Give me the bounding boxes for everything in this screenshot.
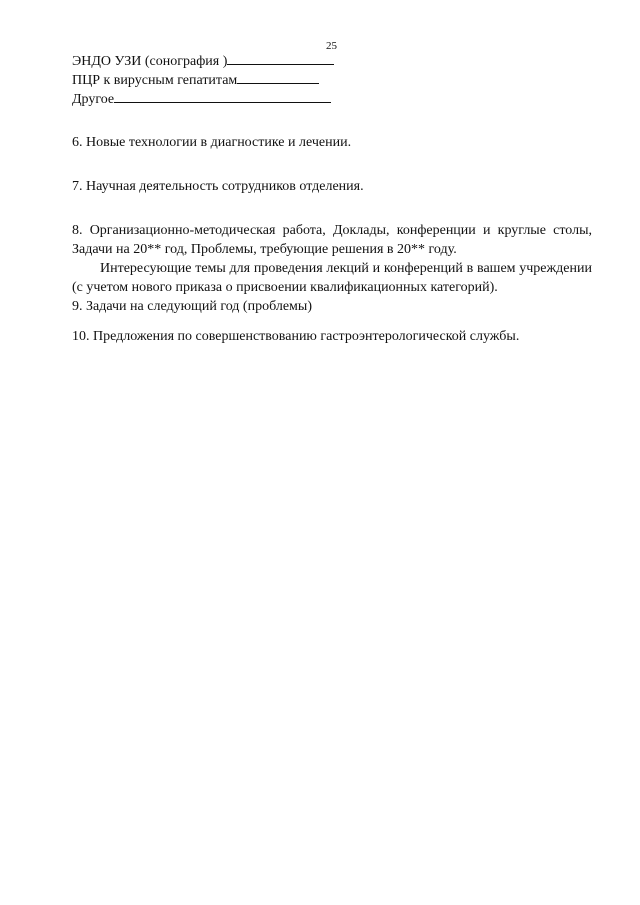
- item-label: ПЦР к вирусным гепатитам: [72, 73, 238, 88]
- document-body: [72, 52, 592, 346]
- section-9-next-year-tasks: 9. Задачи на следующий год (проблемы): [72, 299, 312, 314]
- section-8-organizational-work: 8. Организационно-методическая работа, Доклады, конференции и круглые столы, Задачи на 20** год, Проблемы, требующие решения в 20** году.: [72, 223, 592, 257]
- fill-in-blank[interactable]: [227, 52, 334, 65]
- section-10-proposals: 10. Предложения по совершенствованию гастроэнтерологической службы.: [72, 329, 520, 344]
- item-label: ЭНДО УЗИ (сонография ): [72, 54, 228, 69]
- page-number: 25: [326, 40, 337, 52]
- section-6-new-technologies: 6. Новые технологии в диагностике и лечении.: [72, 135, 352, 150]
- item-pcr: [72, 71, 592, 90]
- item-endo-uzi: [72, 52, 592, 71]
- item-label: Другое: [72, 92, 115, 107]
- item-other: [72, 90, 592, 109]
- fill-in-blank[interactable]: [237, 71, 319, 84]
- section-8-lecture-topics: Интересующие темы для проведения лекций и конференций в вашем учреждении (с учетом нового приказа о присвоении квалификационных категорий).: [72, 261, 592, 295]
- section-7-scientific-activity: 7. Научная деятельность сотрудников отделения.: [72, 179, 364, 194]
- fill-in-blank[interactable]: [114, 90, 331, 103]
